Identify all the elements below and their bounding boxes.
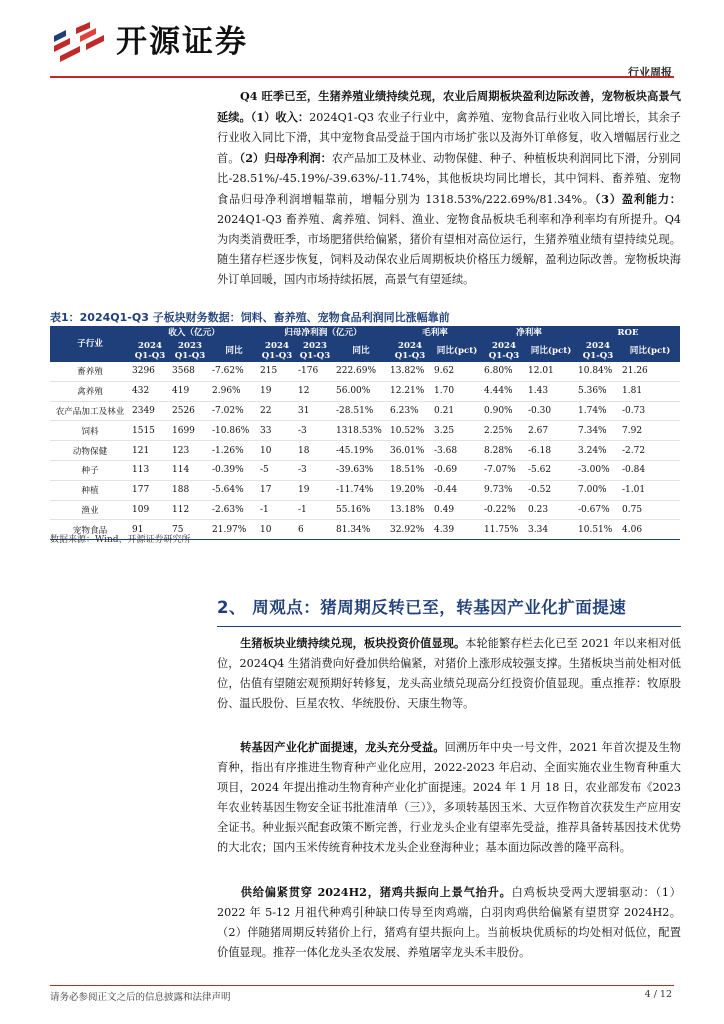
table-cell: 12.01: [526, 362, 576, 381]
table-cell: -0.22%: [482, 500, 526, 520]
financial-table: [50, 326, 680, 540]
table-cell: 222.69%: [334, 362, 388, 381]
table-cell: 1318.53%: [334, 421, 388, 441]
table-row: [50, 441, 680, 461]
table-cell: -1: [258, 500, 296, 520]
table-cell: -6.18: [526, 441, 576, 461]
segment-name: 渔业: [50, 500, 130, 520]
table-cell: 3.25: [432, 421, 482, 441]
table-cell: 123: [170, 441, 210, 461]
table-cell: 8.28%: [482, 441, 526, 461]
paragraph-gmo: [217, 737, 681, 858]
table-cell: 2349: [130, 401, 170, 421]
table-cell: -10.86%: [210, 421, 258, 441]
segment-name: 宠物食品: [50, 520, 130, 540]
table-cell: 177: [130, 480, 170, 500]
segment-name: 禽养殖: [50, 381, 130, 401]
table-cell: 21.97%: [210, 520, 258, 540]
subheader-cell: 2023 Q1-Q3: [296, 340, 334, 362]
table-cell: 17: [258, 480, 296, 500]
table-cell: 0.90%: [482, 401, 526, 421]
intro-label-profit: （2）归母净利润：: [239, 151, 332, 165]
table-cell: -3.00%: [576, 460, 620, 480]
table-cell: 1.74%: [576, 401, 620, 421]
table-cell: 11.75%: [482, 520, 526, 540]
table-cell: 1.70: [432, 381, 482, 401]
table-cell: 3.24%: [576, 441, 620, 461]
table-cell: 2.67: [526, 421, 576, 441]
segment-name: 种子: [50, 460, 130, 480]
table-cell: 10.51%: [576, 520, 620, 540]
table-cell: 10: [258, 441, 296, 461]
intro-label-revenue: （1）收入：: [250, 110, 310, 124]
table-cell: 75: [170, 520, 210, 540]
header-gross-margin: 毛利率: [388, 326, 482, 340]
table-cell: -11.74%: [334, 480, 388, 500]
intro-label-margin: （3）盈利能力：: [594, 192, 681, 206]
table-cell: -28.51%: [334, 401, 388, 421]
subheader-cell: 2024 Q1-Q3: [130, 340, 170, 362]
table-cell: 36.01%: [388, 441, 432, 461]
table-cell: -0.67%: [576, 500, 620, 520]
page-number: 4 / 12: [644, 989, 672, 1000]
table-cell: 19.20%: [388, 480, 432, 500]
table-cell: -176: [296, 362, 334, 381]
subheader-cell: 同比: [334, 340, 388, 362]
table-cell: 18: [296, 441, 334, 461]
table-cell: 10.84%: [576, 362, 620, 381]
table-cell: 3296: [130, 362, 170, 381]
paragraph-gmo-lead: 转基因产业化扩面提速，龙头充分受益。: [240, 740, 445, 754]
subheader-cell: 同比(pct): [620, 340, 680, 362]
table-cell: -45.19%: [334, 441, 388, 461]
footer-disclaimer: 请务必参阅正文之后的信息披露和法律声明: [50, 992, 231, 1003]
table-cell: -0.73: [620, 401, 680, 421]
header-divider: [50, 76, 674, 78]
table-cell: 3.34: [526, 520, 576, 540]
table-row: [50, 401, 680, 421]
subheader-cell: 2024 Q1-Q3: [258, 340, 296, 362]
table-cell: 112: [170, 500, 210, 520]
table-cell: 81.34%: [334, 520, 388, 540]
table-cell: 6.23%: [388, 401, 432, 421]
table-cell: 419: [170, 381, 210, 401]
table-cell: -5.64%: [210, 480, 258, 500]
table-cell: 21.26: [620, 362, 680, 381]
table-cell: 7.00%: [576, 480, 620, 500]
paragraph-hog-text: 本轮能繁存栏去化已至 2021 年以来相对低位，2024Q4 生猪消费向好叠加供给偏紧，对猪价上涨形成较强支撑。生猪板块当前处相对低位，估值有望随宏观预期好转修复，龙头高业绩兑现高分红投资价值显现。重点推荐：牧原股份、温氏股份、巨星农牧、华统股份、天康生物等。: [217, 637, 681, 710]
table-cell: 12.21%: [388, 381, 432, 401]
table-cell: -7.02%: [210, 401, 258, 421]
subheader-cell: 同比(pct): [432, 340, 482, 362]
segment-name: 农产品加工及林业: [50, 401, 130, 421]
section-title: 2、 周观点：猪周期反转已至，转基因产业化扩面提速: [217, 598, 627, 617]
table-cell: 32.92%: [388, 520, 432, 540]
paragraph-gmo-text: 回溯历年中央一号文件，2021 年首次提及生物育种，指出有序推进生物育种产业化应用，2022-2023 年启动、全面实施农业生物育种重大项目，2024 年提出推动生物育种产业化扩面提速。2024 年 1 月 18 日，农业部发布《2023 年农业转基因生物安全证书批准清单（三）》，多项转基因玉米、大豆作物首次获发生产应用安全证书。种业振兴配套政策不断完善，行业龙头企业有望率先受益，推荐具备转基因技术优势的大北农；国内玉米传统育种技术龙头企业登海种业；基本面边际改善的隆平高科。: [217, 741, 681, 854]
footer-divider: [50, 985, 674, 986]
table-cell: 22: [258, 401, 296, 421]
table-cell: 0.75: [620, 500, 680, 520]
table-row: [50, 381, 680, 401]
header-revenue: 收入（亿元）: [130, 326, 258, 340]
table-cell: 432: [130, 381, 170, 401]
table-cell: 6.80%: [482, 362, 526, 381]
table-cell: -5.62: [526, 460, 576, 480]
table-row: [50, 480, 680, 500]
table-cell: -0.69: [432, 460, 482, 480]
table-cell: 18.51%: [388, 460, 432, 480]
subheader-cell: 同比(pct): [526, 340, 576, 362]
table-cell: 4.06: [620, 520, 680, 540]
intro-text-margin: 2024Q1-Q3 畜养殖、禽养殖、饲料、渔业、宠物食品板块毛利率和净利率均有所提升。Q4 为肉类消费旺季，市场肥猪供给偏紧，猪价有望相对高位运行，生猪养殖业绩有望持续兑现。随生猪存栏逐步恢复，饲料及动保农业后周期板块价格压力缓解，盈利边际改善。宠物板块海外订单回暖，国内市场持续拓展，高景气有望延续。: [217, 213, 681, 286]
table-cell: -0.84: [620, 460, 680, 480]
table-cell: 3568: [170, 362, 210, 381]
table-cell: -3: [296, 421, 334, 441]
table-cell: 19: [296, 480, 334, 500]
segment-name: 动物保健: [50, 441, 130, 461]
table-cell: 1.43: [526, 381, 576, 401]
table-title: 表1：2024Q1-Q3 子板块财务数据：饲料、畜养殖、宠物食品利润同比涨幅靠前: [50, 311, 450, 324]
table-cell: -5: [258, 460, 296, 480]
table-row: [50, 362, 680, 381]
intro-lead: Q4 旺季已至，生猪养殖业绩持续兑现，农业后周期板块盈利边际改善，宠物板块高景气延续。: [217, 89, 681, 124]
subheader-cell: 2024 Q1-Q3: [388, 340, 432, 362]
table-cell: 33: [258, 421, 296, 441]
table-cell: -7.07%: [482, 460, 526, 480]
table-cell: 7.34%: [576, 421, 620, 441]
table-cell: 9.73%: [482, 480, 526, 500]
report-type-tag: 行业周报: [628, 66, 672, 79]
header-segment: 子行业: [50, 326, 130, 362]
intro-text-profit: 农产品加工及林业、动物保健、种子、种植板块利润同比下滑，分别同比-28.51%/-45.19%/-39.63%/-11.74%，其他板块均同比增长，其中饲料、畜养殖、宠物食品归母净利润增幅靠前，增幅分别为 1318.53%/222.69%/81.34%。: [217, 152, 681, 206]
table-cell: 1515: [130, 421, 170, 441]
table-cell: 13.82%: [388, 362, 432, 381]
segment-name: 畜养殖: [50, 362, 130, 381]
table-cell: -3.68: [432, 441, 482, 461]
table-cell: -39.63%: [334, 460, 388, 480]
table-cell: -0.30: [526, 401, 576, 421]
table-cell: 121: [130, 441, 170, 461]
table-cell: 10: [258, 520, 296, 540]
table-cell: 1699: [170, 421, 210, 441]
table-cell: 113: [130, 460, 170, 480]
table-cell: 4.44%: [482, 381, 526, 401]
table-source: 数据来源：Wind、开源证券研究所: [50, 535, 191, 545]
header-net-profit: 归母净利润（亿元）: [258, 326, 388, 340]
table-cell: 5.36%: [576, 381, 620, 401]
table-cell: 91: [130, 520, 170, 540]
table-cell: 9.62: [432, 362, 482, 381]
paragraph-hog-lead: 生猪板块业绩持续兑现，板块投资价值显现。: [240, 636, 466, 650]
table-cell: 188: [170, 480, 210, 500]
table-cell: 109: [130, 500, 170, 520]
table-cell: 215: [258, 362, 296, 381]
table-row: [50, 421, 680, 441]
table-cell: 7.92: [620, 421, 680, 441]
table-cell: 2.96%: [210, 381, 258, 401]
subheader-cell: 2024 Q1-Q3: [576, 340, 620, 362]
table-cell: -7.62%: [210, 362, 258, 381]
subheader-cell: 同比: [210, 340, 258, 362]
table-cell: 114: [170, 460, 210, 480]
table-cell: 2526: [170, 401, 210, 421]
table-cell: 12: [296, 381, 334, 401]
brand-logo-icon: [50, 22, 108, 66]
table-cell: 4.39: [432, 520, 482, 540]
intro-text-revenue: 2024Q1-Q3 农业子行业中，禽养殖、宠物食品行业收入同比增长，其余子行业收入同比下滑，其中宠物食品受益于国内市场扩张以及海外订单修复，收入增幅居行业之首。: [217, 111, 681, 165]
table-cell: 6: [296, 520, 334, 540]
table-cell: 10.52%: [388, 421, 432, 441]
table-cell: 19: [258, 381, 296, 401]
table-cell: 2.25%: [482, 421, 526, 441]
table-cell: -1: [296, 500, 334, 520]
header-net-margin: 净利率: [482, 326, 576, 340]
paragraph-poultry-lead: 供给偏紧贯穿 2024H2，猪鸡共振向上景气抬升。: [240, 885, 512, 899]
paragraph-poultry-text: 白鸡板块受两大逻辑驱动：（1）2022 年 5-12 月祖代种鸡引种缺口传导至肉鸡端，白羽肉鸡供给偏紧有望贯穿 2024H2。（2）伴随猪周期反转猪价上行，猪鸡有望共振向上。当前板块优质标的均处相对低位，配置价值显现。推荐一体化龙头圣农发展、养殖屠宰龙头禾丰股份。: [217, 886, 681, 959]
table-cell: -3: [296, 460, 334, 480]
table-cell: -0.52: [526, 480, 576, 500]
header-roe: ROE: [576, 326, 680, 340]
table-row: [50, 500, 680, 520]
table-cell: 55.16%: [334, 500, 388, 520]
table-cell: 0.21: [432, 401, 482, 421]
paragraph-hog: [217, 633, 681, 714]
table-cell: 0.49: [432, 500, 482, 520]
table-cell: -0.44: [432, 480, 482, 500]
table-cell: -1.01: [620, 480, 680, 500]
table-cell: 56.00%: [334, 381, 388, 401]
segment-name: 种植: [50, 480, 130, 500]
section-divider: [217, 626, 681, 627]
table-cell: 0.23: [526, 500, 576, 520]
table-row: [50, 460, 680, 480]
segment-name: 饲料: [50, 421, 130, 441]
table-cell: -2.72: [620, 441, 680, 461]
table-cell: -2.63%: [210, 500, 258, 520]
table-cell: -0.39%: [210, 460, 258, 480]
paragraph-poultry: [217, 882, 681, 963]
table-cell: -1.26%: [210, 441, 258, 461]
brand-name: 开源证券: [116, 24, 248, 60]
table-cell: 1.81: [620, 381, 680, 401]
subheader-cell: 2023 Q1-Q3: [170, 340, 210, 362]
subheader-cell: 2024 Q1-Q3: [482, 340, 526, 362]
intro-paragraph: [217, 86, 681, 290]
table-cell: 31: [296, 401, 334, 421]
table-cell: 13.18%: [388, 500, 432, 520]
